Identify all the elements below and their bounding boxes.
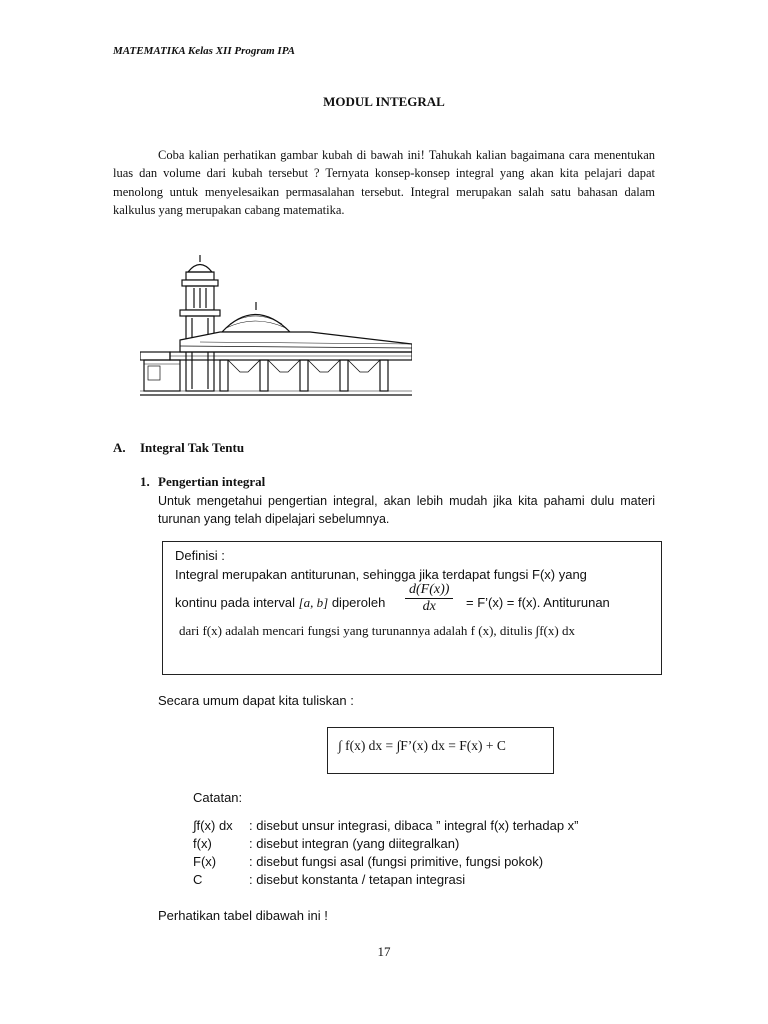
page-title: MODUL INTEGRAL [323,94,445,109]
integral-formula: ∫ f(x) dx = ∫F’(x) dx = F(x) + C [338,738,506,753]
definition-box [162,541,662,675]
note-term: f(x) [193,836,212,851]
note-term: F(x) [193,854,217,869]
note-item [193,872,465,887]
section-a-title: Integral Tak Tentu [140,440,245,455]
definition-line-2c: = F’(x) = f(x). Antiturunan [466,595,610,610]
definition-line-2b: diperoleh [328,595,386,610]
note-item [193,854,543,869]
secara-umum-text: Secara umum dapat kita tuliskan : [158,693,354,708]
note-term: ∫f(x) dx [193,818,233,833]
pengertian-paragraph: Untuk mengetahui pengertian integral, akan lebih mudah jika kita pahami dulu materi turunan yang telah dipelajari sebelumnya. [158,494,655,526]
note-desc: : disebut unsur integrasi, dibaca ” integral f(x) terhadap x” [249,818,579,833]
subsection-1-heading [140,474,265,490]
note-desc: : disebut konstanta / tetapan integrasi [249,872,466,887]
catatan-heading: Catatan: [193,790,243,805]
definition-line-1: Integral merupakan antiturunan, sehingga jika terdapat fungsi F(x) yang [175,567,587,582]
definition-line-2a: kontinu pada interval [175,595,299,610]
note-desc: : disebut integran (yang diitegralkan) [249,836,460,851]
section-a-label: A. [113,440,126,455]
page-number: 17 [377,944,391,959]
note-desc: : disebut fungsi asal (fungsi primitive, fungsi pokok) [249,854,544,869]
intro-text: Coba kalian perhatikan gambar kubah di bawah ini! Tahukah kalian bagaimana cara menentukan luas dan volume dari kubah tersebut ? Ternyata konsep-konsep integral yang akan kita pelajari dapat menolong untuk menyelesaikan permasalahan tersebut. Integral merupakan salah satu bahasan dalam kalkulus yang merupakan cabang matematika. [113,148,655,217]
definition-line-3: dari f(x) adalah mencari fungsi yang turunannya adalah f (x), ditulis ∫f(x) dx [179,623,575,638]
subsection-1-label: 1. [140,474,150,489]
mosque-dome-illustration [140,252,412,398]
running-header: MATEMATIKA Kelas XII Program IPA [113,45,295,57]
intro-paragraph [113,146,655,219]
note-term: C [193,872,203,887]
formula-box [327,727,554,774]
fraction-numerator: d(F(x)) [405,582,453,599]
section-a-heading [113,440,244,456]
perhatikan-text: Perhatikan tabel dibawah ini ! [158,908,328,923]
note-item [193,836,459,851]
definition-heading: Definisi : [175,548,225,563]
fraction-denominator: dx [422,599,436,614]
definition-interval: [a, b] [298,595,329,610]
note-item [193,818,579,833]
definition-line-2 [175,595,385,611]
derivative-fraction [405,582,453,615]
subsection-1-title: Pengertian integral [158,474,266,489]
